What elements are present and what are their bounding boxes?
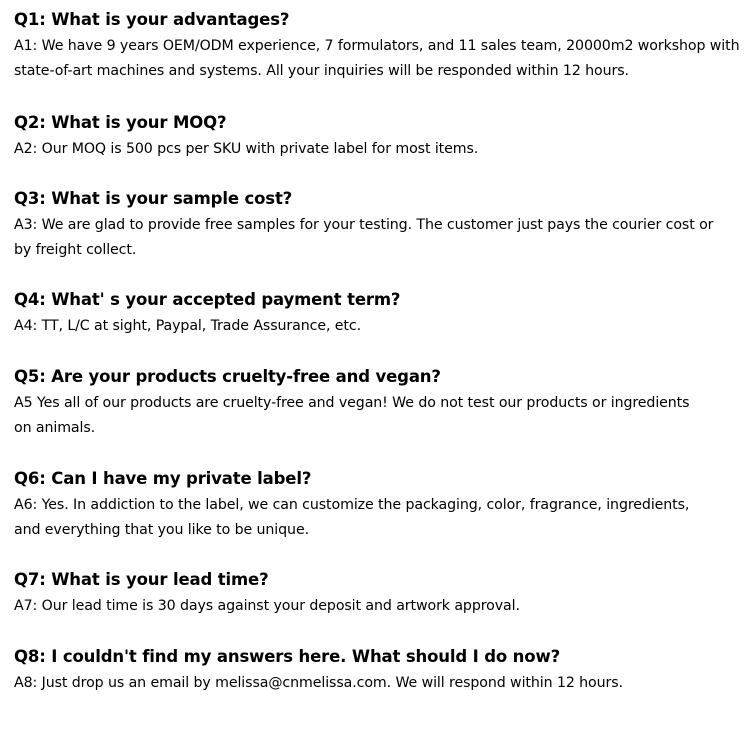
faq-item-7: [14, 570, 734, 619]
answer-1-line-2: state-of-art machines and systems. All your inquiries will be responded within 12 hours.: [14, 62, 629, 79]
answer-4: [14, 314, 734, 339]
answer-1-line-1: A1: We have 9 years OEM/ODM experience, 7 formulators, and 11 sales team, 20000m2 workshop with: [14, 38, 740, 54]
answer-6-line-1: A6: Yes. In addiction to the label, we can customize the packaging, color, fragrance, ingredients,: [14, 497, 690, 513]
answer-3-line-2: by freight collect.: [14, 241, 137, 258]
answer-5-line-1: A5 Yes all of our products are cruelty-free and vegan! We do not test our products or ingredients: [14, 395, 690, 411]
question-5: Q5: Are your products cruelty-free and vegan?: [14, 367, 441, 386]
answer-2-line-1: A2: Our MOQ is 500 pcs per SKU with private label for most items.: [14, 141, 479, 157]
answer-2: [14, 137, 734, 162]
question-4: Q4: What' s your accepted payment term?: [14, 290, 401, 309]
faq-item-5: [14, 367, 734, 440]
answer-7-line-1: A7: Our lead time is 30 days against your deposit and artwork approval.: [14, 598, 520, 614]
faq-item-6: [14, 469, 734, 542]
answer-8-line-1: A8: Just drop us an email by melissa@cnmelissa.com. We will respond within 12 hours.: [14, 675, 623, 691]
faq-item-2: [14, 113, 734, 162]
answer-4-line-1: A4: TT, L/C at sight, Paypal, Trade Assurance, etc.: [14, 318, 361, 334]
answer-6-line-2: and everything that you like to be unique.: [14, 521, 309, 538]
faq-item-4: [14, 290, 734, 339]
question-3: Q3: What is your sample cost?: [14, 189, 293, 208]
answer-5: [14, 391, 734, 440]
answer-3-line-1: A3: We are glad to provide free samples for your testing. The customer just pays the courier cost or: [14, 217, 714, 233]
answer-8: [14, 671, 734, 696]
faq-item-1: [14, 10, 740, 83]
answer-5-line-2: on animals.: [14, 419, 96, 436]
faq-item-3: [14, 189, 734, 262]
answer-6: [14, 493, 734, 542]
question-8: Q8: I couldn't find my answers here. What should I do now?: [14, 647, 560, 666]
question-6: Q6: Can I have my private label?: [14, 469, 312, 488]
answer-7: [14, 594, 734, 619]
faq-item-8: [14, 647, 734, 696]
question-7: Q7: What is your lead time?: [14, 570, 269, 589]
question-1: Q1: What is your advantages?: [14, 10, 290, 29]
answer-3: [14, 213, 734, 262]
answer-1: [14, 34, 740, 83]
question-2: Q2: What is your MOQ?: [14, 113, 227, 132]
